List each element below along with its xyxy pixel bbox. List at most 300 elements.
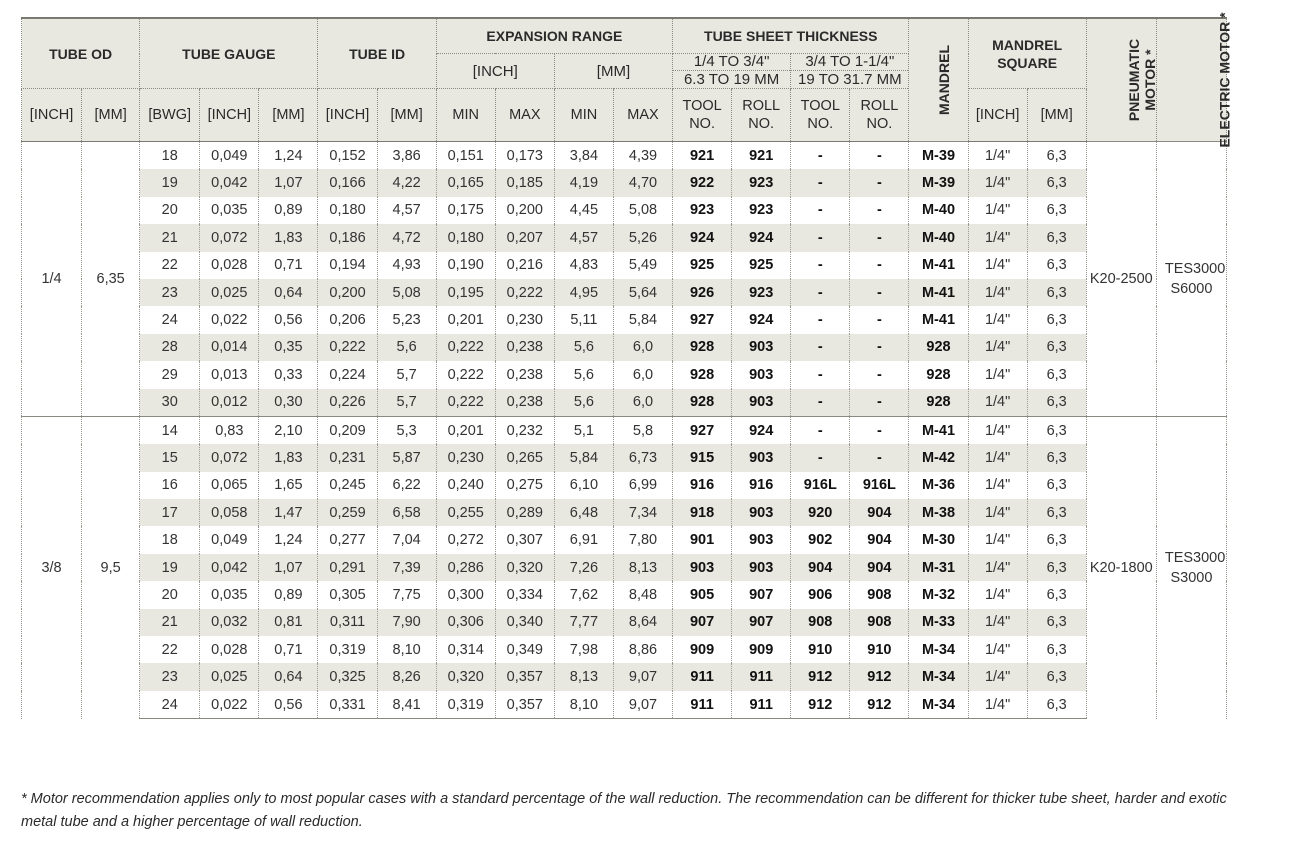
table-cell: 908 [791, 609, 850, 636]
table-cell: 1/4" [968, 581, 1027, 608]
table-cell: 6,3 [1027, 306, 1086, 333]
table-cell: 6,0 [613, 334, 672, 361]
table-cell: 5,49 [613, 252, 672, 279]
table-cell: 1/4" [968, 389, 1027, 417]
table-cell: 928 [909, 361, 968, 388]
table-cell: 904 [850, 526, 909, 553]
table-cell: 0,032 [200, 609, 259, 636]
header-range-b-label: 3/4 TO 1-1/4" [791, 54, 908, 71]
table-cell: 0,194 [318, 252, 377, 279]
table-cell: 0,206 [318, 306, 377, 333]
table-cell: 8,64 [613, 609, 672, 636]
subheader-roll-no-b: ROLL NO. [850, 89, 909, 142]
cell-tube-od-inch: 1/4 [22, 142, 82, 417]
table-cell: 0,072 [200, 444, 259, 471]
table-cell: - [850, 279, 909, 306]
table-cell: 4,70 [613, 169, 672, 196]
table-cell: 23 [140, 279, 200, 306]
table-cell: M-40 [909, 197, 968, 224]
cell-tube-od-mm: 6,35 [82, 142, 140, 417]
table-cell: 0,072 [200, 224, 259, 251]
table-cell: - [791, 334, 850, 361]
table-cell: 0,065 [200, 472, 259, 499]
table-row [22, 361, 1227, 388]
table-cell: 923 [732, 197, 791, 224]
header-mandrel-label: MANDREL [936, 45, 953, 115]
subheader-square-inch: [INCH] [968, 89, 1027, 142]
table-cell: 8,86 [613, 636, 672, 663]
table-cell: 5,8 [613, 416, 672, 444]
table-cell: 0,035 [200, 197, 259, 224]
table-cell: 8,13 [554, 663, 613, 690]
table-cell: 0,325 [318, 663, 377, 690]
table-cell: 7,26 [554, 554, 613, 581]
table-cell: 7,34 [613, 499, 672, 526]
table-cell: 23 [140, 663, 200, 690]
table-cell: 4,83 [554, 252, 613, 279]
table-cell: 918 [673, 499, 732, 526]
subheader-exp-mm-max: MAX [613, 89, 672, 142]
table-cell: 1,83 [259, 224, 318, 251]
table-cell: 0,83 [200, 416, 259, 444]
table-cell: 6,58 [377, 499, 436, 526]
table-cell: 2,10 [259, 416, 318, 444]
table-cell: 5,08 [377, 279, 436, 306]
header-exp-inch: [INCH] [436, 54, 554, 89]
table-cell: 21 [140, 224, 200, 251]
table-cell: 1,83 [259, 444, 318, 471]
table-cell: 0,226 [318, 389, 377, 417]
table-cell: 1/4" [968, 361, 1027, 388]
table-row [22, 472, 1227, 499]
subheader-od-inch: [INCH] [22, 89, 82, 142]
table-cell: 6,3 [1027, 554, 1086, 581]
table-cell: 0,357 [495, 663, 554, 690]
table-cell: 912 [850, 691, 909, 719]
subheader-exp-inch-max: MAX [495, 89, 554, 142]
table-cell: 4,57 [377, 197, 436, 224]
table-cell: - [850, 389, 909, 417]
table-cell: 5,6 [554, 361, 613, 388]
table-cell: 7,77 [554, 609, 613, 636]
header-tube-sheet-thickness: TUBE SHEET THICKNESS [673, 18, 909, 54]
subheader-tool-no-a: TOOL NO. [673, 89, 732, 142]
table-row [22, 499, 1227, 526]
table-cell: 6,3 [1027, 334, 1086, 361]
table-cell: 17 [140, 499, 200, 526]
table-cell: 0,201 [436, 416, 495, 444]
table-cell: 5,64 [613, 279, 672, 306]
table-cell: M-39 [909, 142, 968, 170]
table-cell: 0,222 [318, 334, 377, 361]
table-cell: 6,3 [1027, 224, 1086, 251]
table-cell: M-32 [909, 581, 968, 608]
table-cell: 0,190 [436, 252, 495, 279]
table-cell: 928 [909, 334, 968, 361]
table-cell: 0,33 [259, 361, 318, 388]
table-cell: 0,35 [259, 334, 318, 361]
table-cell: 5,6 [377, 334, 436, 361]
table-cell: 0,71 [259, 636, 318, 663]
table-cell: 0,042 [200, 554, 259, 581]
table-cell: 0,81 [259, 609, 318, 636]
table-cell: 0,230 [436, 444, 495, 471]
table-cell: - [791, 169, 850, 196]
table-cell: 4,39 [613, 142, 672, 170]
table-cell: M-30 [909, 526, 968, 553]
table-cell: 8,48 [613, 581, 672, 608]
table-cell: 9,07 [613, 663, 672, 690]
table-cell: 6,73 [613, 444, 672, 471]
table-cell: 19 [140, 169, 200, 196]
table-cell: 20 [140, 581, 200, 608]
table-cell: - [850, 252, 909, 279]
table-row [22, 581, 1227, 608]
table-cell: 0,049 [200, 526, 259, 553]
table-cell: M-41 [909, 306, 968, 333]
table-row [22, 526, 1227, 553]
table-cell: 911 [732, 691, 791, 719]
table-cell: 928 [909, 389, 968, 417]
table-row [22, 224, 1227, 251]
table-cell: 927 [673, 416, 732, 444]
table-cell: M-34 [909, 663, 968, 690]
table-cell: 0,89 [259, 581, 318, 608]
table-cell: 5,26 [613, 224, 672, 251]
table-cell: 903 [732, 361, 791, 388]
table-cell: 6,3 [1027, 609, 1086, 636]
table-cell: 924 [673, 224, 732, 251]
table-row [22, 636, 1227, 663]
table-cell: M-31 [909, 554, 968, 581]
table-cell: 6,3 [1027, 142, 1086, 170]
table-cell: 0,028 [200, 252, 259, 279]
cell-pneumatic-motor: K20-2500 [1086, 142, 1156, 417]
table-cell: 904 [791, 554, 850, 581]
table-cell: 0,320 [436, 663, 495, 690]
table-cell: 1/4" [968, 499, 1027, 526]
table-cell: 902 [791, 526, 850, 553]
table-cell: 910 [850, 636, 909, 663]
table-cell: 6,3 [1027, 472, 1086, 499]
table-cell: 5,3 [377, 416, 436, 444]
table-cell: 0,012 [200, 389, 259, 417]
table-cell: 7,80 [613, 526, 672, 553]
table-cell: - [791, 361, 850, 388]
table-cell: 924 [732, 224, 791, 251]
table-cell: 0,272 [436, 526, 495, 553]
table-cell: 0,275 [495, 472, 554, 499]
table-cell: 16 [140, 472, 200, 499]
table-row [22, 444, 1227, 471]
table-cell: 5,7 [377, 361, 436, 388]
table-cell: 29 [140, 361, 200, 388]
table-cell: 928 [673, 389, 732, 417]
table-cell: 0,175 [436, 197, 495, 224]
cell-tube-od-inch: 3/8 [22, 416, 82, 718]
table-cell: 0,307 [495, 526, 554, 553]
table-cell: 1,07 [259, 169, 318, 196]
table-cell: 0,180 [318, 197, 377, 224]
table-row [22, 306, 1227, 333]
table-cell: 1/4" [968, 224, 1027, 251]
table-cell: 1/4" [968, 636, 1027, 663]
table-cell: 14 [140, 416, 200, 444]
table-cell: 0,64 [259, 279, 318, 306]
table-cell: 907 [732, 581, 791, 608]
header-exp-mm: [MM] [554, 54, 672, 89]
table-cell: 1/4" [968, 691, 1027, 719]
table-cell: 6,3 [1027, 526, 1086, 553]
table-cell: 6,0 [613, 389, 672, 417]
table-cell: 1/4" [968, 279, 1027, 306]
table-cell: 0,022 [200, 691, 259, 719]
table-cell: M-33 [909, 609, 968, 636]
table-row [22, 663, 1227, 690]
header-range-a [673, 54, 791, 89]
table-cell: 0,201 [436, 306, 495, 333]
header-tube-id: TUBE ID [318, 18, 436, 89]
table-cell: 0,232 [495, 416, 554, 444]
table-cell: 6,3 [1027, 636, 1086, 663]
table-cell: 9,07 [613, 691, 672, 719]
cell-electric-motor: TES3000 S6000 [1156, 142, 1226, 417]
table-cell: 0,286 [436, 554, 495, 581]
table-cell: 0,166 [318, 169, 377, 196]
table-cell: 1/4" [968, 252, 1027, 279]
table-cell: 1,07 [259, 554, 318, 581]
table-cell: - [850, 142, 909, 170]
table-cell: 924 [732, 306, 791, 333]
table-cell: 0,224 [318, 361, 377, 388]
table-cell: 912 [850, 663, 909, 690]
table-cell: 15 [140, 444, 200, 471]
table-cell: 0,185 [495, 169, 554, 196]
table-cell: 0,222 [436, 389, 495, 417]
table-cell: 903 [732, 334, 791, 361]
header-mandrel [909, 18, 968, 142]
table-cell: 7,98 [554, 636, 613, 663]
subheader-od-mm: [MM] [82, 89, 140, 142]
table-row [22, 334, 1227, 361]
header-electric-motor-label: ELECTRIC MOTOR * [1216, 12, 1233, 148]
table-row [22, 691, 1227, 719]
table-cell: 7,04 [377, 526, 436, 553]
table-cell: 904 [850, 499, 909, 526]
table-cell: 30 [140, 389, 200, 417]
table-cell: M-42 [909, 444, 968, 471]
table-cell: 915 [673, 444, 732, 471]
table-cell: 7,90 [377, 609, 436, 636]
table-row [22, 609, 1227, 636]
table-cell: 6,3 [1027, 416, 1086, 444]
table-cell: 1/4" [968, 526, 1027, 553]
table-cell: 7,39 [377, 554, 436, 581]
table-cell: 916L [791, 472, 850, 499]
table-cell: - [791, 224, 850, 251]
table-cell: 0,025 [200, 663, 259, 690]
table-cell: 0,319 [436, 691, 495, 719]
table-cell: 18 [140, 142, 200, 170]
table-cell: 28 [140, 334, 200, 361]
subheader-roll-no-a: ROLL NO. [732, 89, 791, 142]
table-cell: - [850, 444, 909, 471]
table-cell: 0,209 [318, 416, 377, 444]
table-cell: 908 [850, 581, 909, 608]
table-cell: 0,291 [318, 554, 377, 581]
table-cell: 0,025 [200, 279, 259, 306]
table-cell: 7,62 [554, 581, 613, 608]
table-cell: 24 [140, 306, 200, 333]
table-cell: 916L [850, 472, 909, 499]
table-cell: 4,57 [554, 224, 613, 251]
table-cell: 22 [140, 252, 200, 279]
table-cell: 0,245 [318, 472, 377, 499]
table-cell: 1,47 [259, 499, 318, 526]
table-cell: 0,200 [495, 197, 554, 224]
table-cell: 0,357 [495, 691, 554, 719]
table-cell: 20 [140, 197, 200, 224]
table-cell: 0,255 [436, 499, 495, 526]
table-cell: 6,3 [1027, 499, 1086, 526]
subheader-id-inch: [INCH] [318, 89, 377, 142]
table-cell: 5,11 [554, 306, 613, 333]
table-cell: 0,320 [495, 554, 554, 581]
table-cell: 905 [673, 581, 732, 608]
table-cell: 911 [732, 663, 791, 690]
table-cell: 8,10 [377, 636, 436, 663]
table-cell: - [791, 197, 850, 224]
table-cell: 0,173 [495, 142, 554, 170]
table-cell: 3,84 [554, 142, 613, 170]
table-cell: 909 [732, 636, 791, 663]
table-cell: 6,3 [1027, 389, 1086, 417]
table-cell: 5,84 [613, 306, 672, 333]
table-cell: M-41 [909, 252, 968, 279]
header-expansion-range: EXPANSION RANGE [436, 18, 672, 54]
table-cell: 0,89 [259, 197, 318, 224]
cell-tube-od-mm: 9,5 [82, 416, 140, 718]
table-cell: 5,7 [377, 389, 436, 417]
table-cell: 4,19 [554, 169, 613, 196]
table-cell: 0,240 [436, 472, 495, 499]
subheader-square-mm: [MM] [1027, 89, 1086, 142]
table-cell: - [850, 224, 909, 251]
table-body [22, 142, 1227, 719]
table-cell: M-39 [909, 169, 968, 196]
table-cell: - [791, 306, 850, 333]
table-cell: 6,3 [1027, 444, 1086, 471]
table-cell: 0,311 [318, 609, 377, 636]
table-cell: 903 [732, 499, 791, 526]
table-cell: 1/4" [968, 306, 1027, 333]
table-cell: 6,3 [1027, 361, 1086, 388]
table-cell: 903 [732, 444, 791, 471]
table-cell: 6,3 [1027, 279, 1086, 306]
table-cell: 4,45 [554, 197, 613, 224]
table-cell: 8,13 [613, 554, 672, 581]
table-cell: 1/4" [968, 444, 1027, 471]
table-cell: 5,6 [554, 334, 613, 361]
table-cell: 0,222 [436, 334, 495, 361]
table-cell: 18 [140, 526, 200, 553]
table-cell: - [791, 142, 850, 170]
table-cell: 0,200 [318, 279, 377, 306]
table-cell: 1/4" [968, 334, 1027, 361]
table-cell: 0,238 [495, 334, 554, 361]
table-cell: 924 [732, 416, 791, 444]
table-row [22, 142, 1227, 170]
table-cell: 1/4" [968, 169, 1027, 196]
table-cell: 926 [673, 279, 732, 306]
table-cell: 1/4" [968, 554, 1027, 581]
table-row [22, 279, 1227, 306]
table-cell: 1,24 [259, 142, 318, 170]
table-cell: 912 [791, 663, 850, 690]
table-cell: 927 [673, 306, 732, 333]
table-cell: 920 [791, 499, 850, 526]
table-cell: 903 [673, 554, 732, 581]
table-cell: - [791, 444, 850, 471]
table-cell: - [791, 416, 850, 444]
table-cell: 0,259 [318, 499, 377, 526]
subheader-tool-no-b: TOOL NO. [791, 89, 850, 142]
table-cell: 912 [791, 691, 850, 719]
table-cell: 0,216 [495, 252, 554, 279]
table-row [22, 169, 1227, 196]
table-cell: - [850, 197, 909, 224]
table-cell: 5,08 [613, 197, 672, 224]
table-cell: M-38 [909, 499, 968, 526]
table-cell: 8,10 [554, 691, 613, 719]
table-cell: 8,41 [377, 691, 436, 719]
table-cell: 5,1 [554, 416, 613, 444]
header-range-a-mm-label: 6.3 TO 19 MM [683, 71, 780, 88]
table-cell: 0,207 [495, 224, 554, 251]
table-cell: 903 [732, 389, 791, 417]
table-cell: 928 [673, 334, 732, 361]
header-mandrel-square: MANDREL SQUARE [968, 18, 1086, 89]
table-cell: 0,231 [318, 444, 377, 471]
table-cell: 1/4" [968, 663, 1027, 690]
table-cell: 6,22 [377, 472, 436, 499]
table-cell: 922 [673, 169, 732, 196]
table-row [22, 389, 1227, 417]
table-row [22, 554, 1227, 581]
table-cell: 0,30 [259, 389, 318, 417]
table-cell: 6,48 [554, 499, 613, 526]
table-cell: 0,56 [259, 306, 318, 333]
header-range-b [791, 54, 909, 89]
table-cell: 0,306 [436, 609, 495, 636]
table-cell: 925 [732, 252, 791, 279]
table-cell: 0,180 [436, 224, 495, 251]
footnote: * Motor recommendation applies only to most popular cases with a standard percentage of the wall reduction. The recommendation can be different for thicker tube sheet, harder and exotic metal tube and a higher percentage of wall reduction. [21, 791, 1227, 830]
table-cell: 0,56 [259, 691, 318, 719]
table-cell: 909 [673, 636, 732, 663]
table-cell: 6,0 [613, 361, 672, 388]
header-range-b-mm-label: 19 TO 31.7 MM [798, 71, 902, 88]
table-cell: 0,042 [200, 169, 259, 196]
table-cell: 0,238 [495, 361, 554, 388]
table-cell: 6,3 [1027, 197, 1086, 224]
table-cell: 0,334 [495, 581, 554, 608]
table-cell: 0,022 [200, 306, 259, 333]
table-cell: 907 [732, 609, 791, 636]
table-cell: 8,26 [377, 663, 436, 690]
table-cell: - [791, 279, 850, 306]
table-cell: 19 [140, 554, 200, 581]
